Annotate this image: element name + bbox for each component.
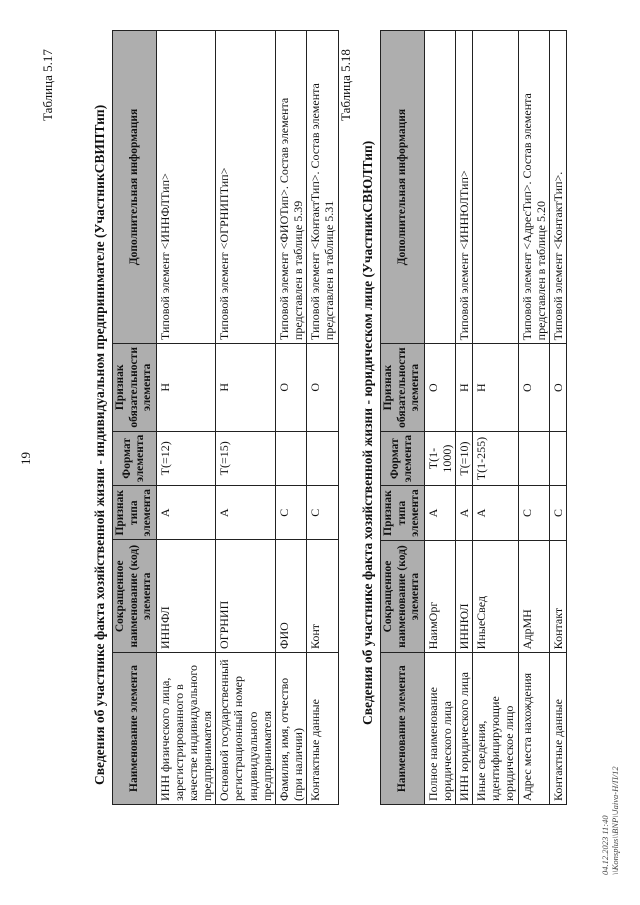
table-row	[424, 31, 455, 805]
cell-name: Контактные данные	[549, 653, 566, 805]
table2-label: Таблица 5.18	[338, 49, 353, 121]
cell-info: Типовой элемент <ИННФЛТип>	[156, 31, 216, 344]
table1-header: Признак обязательности элемента	[113, 344, 157, 432]
table-row	[307, 31, 338, 805]
cell-code: ИныеСвед	[473, 540, 518, 653]
cell-name: Иные сведения, идентифицирующие юридическое лицо	[473, 653, 518, 805]
table1	[112, 30, 339, 805]
cell-type: А	[424, 486, 455, 540]
table2-header: Сокращенное наименование (код) элемента	[381, 540, 425, 653]
table1-label: Таблица 5.17	[40, 49, 55, 121]
table1-header: Формат элемента	[113, 431, 157, 485]
table1-header: Дополнительная информация	[113, 31, 157, 344]
cell-format: T(=15)	[216, 431, 276, 485]
table-row	[473, 31, 518, 805]
cell-req: Н	[456, 344, 473, 432]
cell-req: О	[424, 344, 455, 432]
cell-req: Н	[156, 344, 216, 432]
table2-header: Дополнительная информация	[381, 31, 425, 344]
cell-code: ИННЮЛ	[456, 540, 473, 653]
table1-header-row	[113, 31, 157, 805]
table-row	[549, 31, 566, 805]
table-row	[456, 31, 473, 805]
cell-info: Типовой элемент <КонтактТип>.	[549, 31, 566, 344]
cell-type: А	[216, 486, 276, 540]
cell-req: О	[518, 344, 549, 432]
table1-header: Наименование элемента	[113, 653, 157, 805]
table1-header: Сокращенное наименование (код) элемента	[113, 540, 157, 653]
cell-format: T(1-255)	[473, 431, 518, 485]
cell-req: Н	[473, 344, 518, 432]
cell-format: T(=10)	[456, 431, 473, 485]
cell-code: ФИО	[275, 540, 306, 653]
table-row	[216, 31, 276, 805]
cell-req: О	[275, 344, 306, 432]
cell-name: Полное наименование юридического лица	[424, 653, 455, 805]
table-row	[518, 31, 549, 805]
table2	[380, 30, 567, 805]
print-footer	[600, 766, 620, 875]
cell-type: С	[518, 486, 549, 540]
page-number: 19	[18, 452, 33, 465]
table2-header: Признак обязательности элемента	[381, 344, 425, 432]
table-row	[275, 31, 306, 805]
cell-type: А	[473, 486, 518, 540]
cell-format: T(1-1000)	[424, 431, 455, 485]
cell-code: Конт	[307, 540, 338, 653]
cell-type: А	[456, 486, 473, 540]
table2-header: Формат элемента	[381, 431, 425, 485]
cell-code: ИННФЛ	[156, 540, 216, 653]
footer-path: \\Konsplus\\BNP\\Jaiva-H/П/12	[610, 766, 621, 875]
footer-timestamp: 04.12.2023 11:40	[600, 815, 610, 875]
table1-caption: Сведения об участнике факта хозяйственной жизни - индивидуальном предпринимателе (УчастникСВИПТип)	[92, 104, 107, 785]
cell-name: Основной государственный регистрационный номер индивидуального предпринимателя	[216, 653, 276, 805]
cell-req: Н	[216, 344, 276, 432]
cell-info: Типовой элемент <ИННЮЛТип>	[456, 31, 473, 344]
cell-name: Адрес места нахождения	[518, 653, 549, 805]
table1-header: Признак типа элемента	[113, 486, 157, 540]
cell-type: С	[549, 486, 566, 540]
cell-code: АдрМН	[518, 540, 549, 653]
table-row	[156, 31, 216, 805]
cell-format	[307, 431, 338, 485]
cell-info: Типовой элемент <КонтактТип>. Состав элемента представлен в таблице 5.31	[307, 31, 338, 344]
cell-info: Типовой элемент <ФИОТип>. Состав элемента представлен в таблице 5.39	[275, 31, 306, 344]
cell-code: НаимОрг	[424, 540, 455, 653]
cell-name: ИНН юридического лица	[456, 653, 473, 805]
table2-header: Признак типа элемента	[381, 486, 425, 540]
cell-type: С	[275, 486, 306, 540]
cell-info	[424, 31, 455, 344]
cell-format	[518, 431, 549, 485]
cell-req: О	[307, 344, 338, 432]
cell-info	[473, 31, 518, 344]
table2-header: Наименование элемента	[381, 653, 425, 805]
cell-code: ОГРНИП	[216, 540, 276, 653]
cell-type: С	[307, 486, 338, 540]
cell-name: ИНН физического лица, зарегистрированного в качестве индивидуального предпринимателя	[156, 653, 216, 805]
table2-header-row	[381, 31, 425, 805]
cell-type: А	[156, 486, 216, 540]
cell-code: Контакт	[549, 540, 566, 653]
cell-name: Контактные данные	[307, 653, 338, 805]
cell-format	[275, 431, 306, 485]
cell-format: T(=12)	[156, 431, 216, 485]
cell-info: Типовой элемент <АдресТип>. Состав элемента представлен в таблице 5.20	[518, 31, 549, 344]
cell-format	[549, 431, 566, 485]
cell-info: Типовой элемент <ОГРНИПТип>	[216, 31, 276, 344]
cell-req: О	[549, 344, 566, 432]
cell-name: Фамилия, имя, отчество (при наличии)	[275, 653, 306, 805]
table2-caption: Сведения об участнике факта хозяйственной жизни - юридическом лице (УчастникСВЮЛТип)	[360, 140, 375, 725]
